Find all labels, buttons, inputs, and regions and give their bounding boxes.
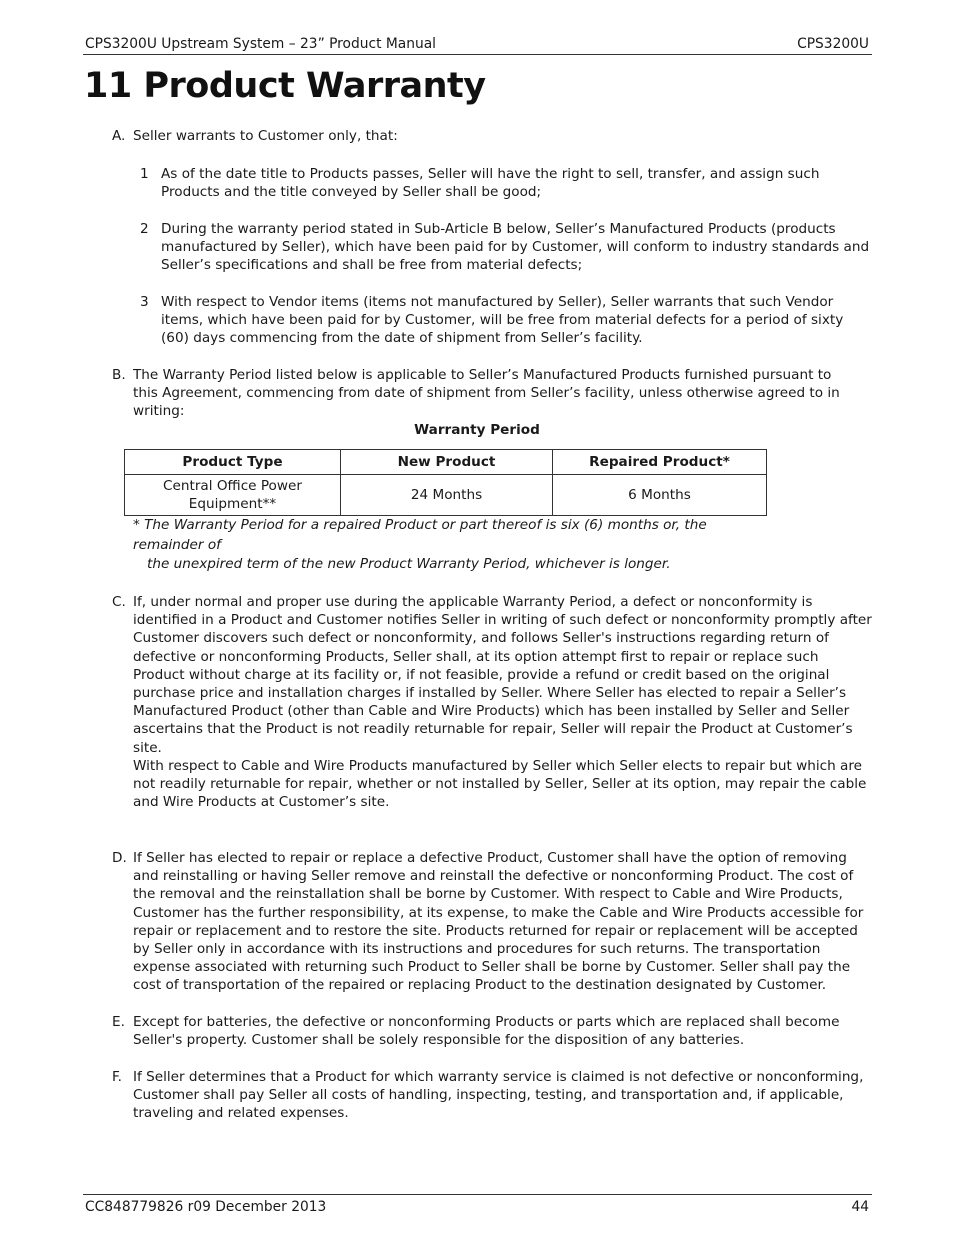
column-header: New Product <box>341 450 553 475</box>
item-marker: 2 <box>140 221 149 237</box>
section-a-item <box>140 293 873 348</box>
section-b-text: The Warranty Period listed below is applicable to Seller’s Manufactured Products furnished pursuant to this Agreement, commencing from date of shipment from Seller’s facility, unless otherwise agreed to in writing: <box>133 367 840 420</box>
column-header: Product Type <box>125 450 341 475</box>
section-d-text: If Seller has elected to repair or replace a defective Product, Customer shall have the option of removing and reinstalling or having Seller remove and reinstall the defective or nonconforming Product. The cost of the removal and the reinstallation shall be borne by Customer. With respect to Cable and Wire Products, Customer has the further responsibility, at its expense, to make the Cable and Wire Products accessible for repair or replacement and to restore the site. Products returned for repair or replacement will be accepted by Seller only in accordance with its instructions and procedures for such returns. The transportation expense associated with returning such Product to Seller shall be borne by Customer. Seller shall pay the cost of transportation of the repaired or replacing Product to the destination designated by Customer. <box>133 850 864 994</box>
table-cell: 6 Months <box>553 475 767 516</box>
footnote-line: the unexpired term of the new Product Warranty Period, whichever is longer. <box>147 556 671 572</box>
item-marker: 1 <box>140 166 149 182</box>
table-header-row <box>125 450 767 475</box>
warranty-table <box>124 449 767 516</box>
section-d-marker: D. <box>112 850 127 866</box>
item-marker: 3 <box>140 294 149 310</box>
item-text: During the warranty period stated in Sub-Article B below, Seller’s Manufactured Products (products manufactured by Seller), which have been paid for by Customer, will conform to industry standards and Seller’s specifications and shall be free from material defects; <box>161 221 870 274</box>
section-f <box>112 1068 873 1123</box>
table-cell: Central Office Power Equipment** <box>125 475 341 516</box>
footer-document-id: CC848779826 r09 December 2013 <box>85 1199 327 1215</box>
section-f-text: If Seller determines that a Product for which warranty service is claimed is not defective or nonconforming, Customer shall pay Seller all costs of handling, inspecting, testing, and transportation and, if applicable, traveling and related expenses. <box>133 1069 864 1122</box>
section-e-text: Except for batteries, the defective or nonconforming Products or parts which are replaced shall become Seller's property. Customer shall be solely responsible for the disposition of any batteries. <box>133 1014 840 1049</box>
header-rule <box>83 54 872 55</box>
section-f-marker: F. <box>112 1069 122 1085</box>
table-caption: Warranty Period <box>414 422 540 438</box>
section-a-text: Seller warrants to Customer only, that: <box>133 128 398 144</box>
table-footnote <box>133 516 773 575</box>
section-c-text2: With respect to Cable and Wire Products manufactured by Seller which Seller elects to repair but which are not readily returnable for repair, whether or not installed by Seller, Seller at its option, may repair the cable and Wire Products at Customer’s site. <box>133 758 867 811</box>
item-text: As of the date title to Products passes, Seller will have the right to sell, transfer, and assign such Products and the title conveyed by Seller shall be good; <box>161 166 820 201</box>
page-title: 11 Product Warranty <box>84 66 486 106</box>
section-e-marker: E. <box>112 1014 125 1030</box>
header-product-code: CPS3200U <box>797 36 869 52</box>
section-a-item <box>140 165 873 201</box>
section-a-item <box>140 220 873 275</box>
section-c-continued <box>133 757 873 812</box>
section-a-marker: A. <box>112 128 126 144</box>
table-row <box>125 475 767 516</box>
section-b-marker: B. <box>112 367 126 383</box>
section-b <box>112 366 845 421</box>
section-c <box>112 593 873 757</box>
page-number: 44 <box>851 1199 869 1215</box>
section-c-marker: C. <box>112 594 126 610</box>
section-c-text: If, under normal and proper use during the applicable Warranty Period, a defect or nonconformity is identified in a Product and Customer notifies Seller in writing of such defect or nonconformity promptly after Customer discovers such defect or nonconformity, and follows Seller's instructions regarding return of defective or nonconforming Products, Seller shall, at its option attempt first to repair or replace such Product without charge at its facility or, if not feasible, provide a refund or credit based on the original purchase price and installation charges if installed by Seller. Where Seller has elected to repair a Seller’s Manufactured Product (other than Cable and Wire Products) which has been installed by Seller and Seller ascertains that the Product is not readily returnable for repair, Seller will repair the Product at Customer’s site. <box>133 594 872 756</box>
column-header: Repaired Product* <box>553 450 767 475</box>
section-d <box>112 849 873 995</box>
item-text: With respect to Vendor items (items not manufactured by Seller), Seller warrants that such Vendor items, which have been paid for by Customer, will be free from material defects for a period of sixty (60) days commencing from the date of shipment from Seller’s facility. <box>161 294 844 347</box>
header-document-title: CPS3200U Upstream System – 23” Product Manual <box>85 36 437 52</box>
footer-rule <box>83 1194 872 1195</box>
section-e <box>112 1013 873 1049</box>
section-a <box>112 127 873 145</box>
footnote-line: * The Warranty Period for a repaired Product or part thereof is six (6) months or, the remainder of <box>133 517 707 553</box>
table-cell: 24 Months <box>341 475 553 516</box>
